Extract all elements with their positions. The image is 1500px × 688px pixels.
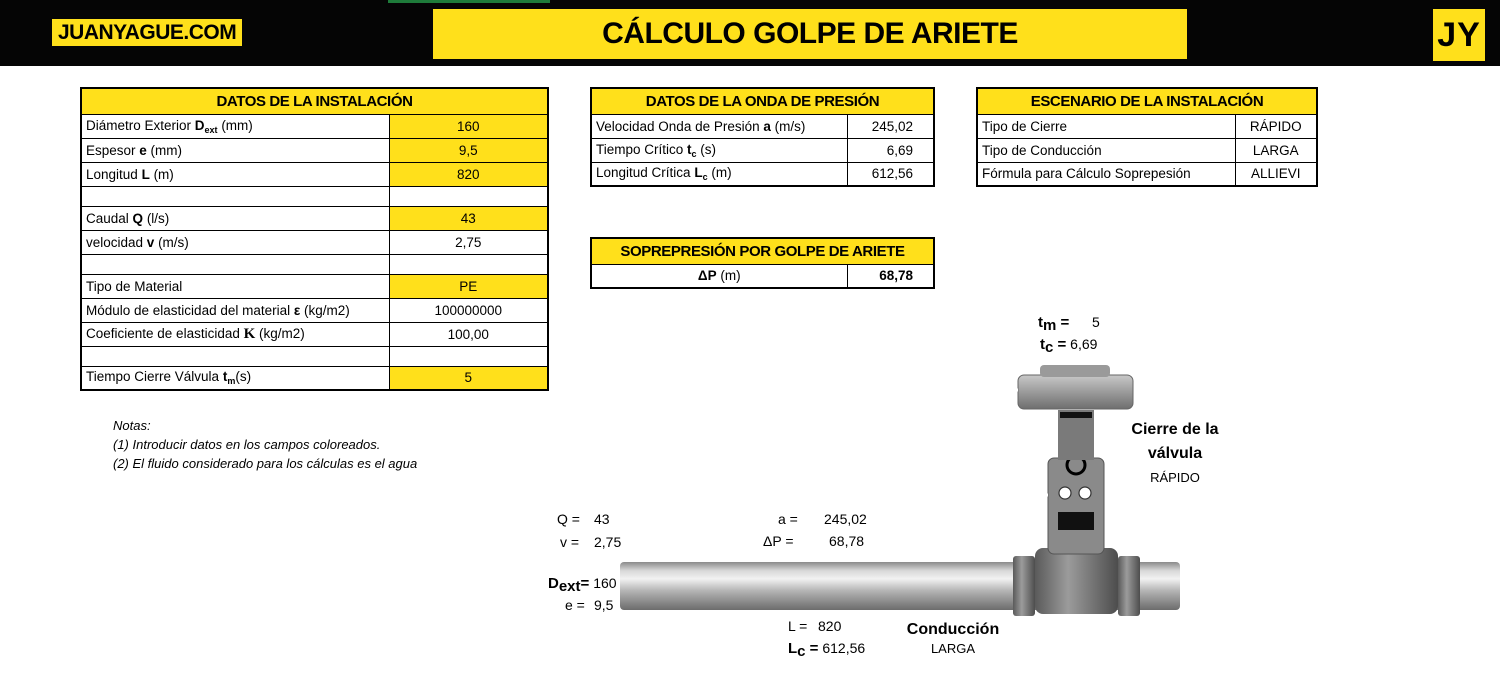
brand-link[interactable]: JUANYAGUE.COM [52,19,242,46]
table-row [81,230,548,254]
handwheel-icon [1067,456,1085,474]
valve-closure-title: Cierre de la válvula [1131,421,1219,462]
closing-time-label: Tiempo Cierre Válvula $t_m(s)$ [81,366,389,390]
table-row [977,162,1317,186]
l-value: 820 [818,618,842,634]
conduction-type-label: Tipo de Conducción [977,138,1235,162]
q-label: Q = [557,511,580,527]
table-row [81,274,548,298]
table-row [81,298,548,322]
logo: JY [1433,9,1485,61]
velocity-value: 2,75 [389,230,548,254]
left-flange [1013,556,1035,616]
actuator-cap [1040,365,1110,377]
critical-length-label: Longitud Crítica $L_c$ (m) [591,162,847,186]
l-label: L = [788,618,808,634]
tm-value: 5 [1092,314,1100,330]
actuator [1018,375,1133,409]
formula-value: ALLIEVI [1235,162,1317,186]
lc-label: $L_c = 612,56$ [788,640,866,660]
critical-length-value: 612,56 [847,162,934,186]
wave-speed-label: Velocidad Onda de Presión a (m/s) [591,114,847,138]
dp-label: ΔP = [763,533,794,549]
pressure-wave-title: DATOS DE LA ONDA DE PRESIÓN [591,88,934,114]
table-row [591,162,934,186]
bracket-line [1013,390,1048,495]
length-input[interactable]: 820 [389,162,548,186]
valve-body [1035,548,1118,614]
closing-time-input[interactable]: 5 [389,366,548,390]
note-1: (1) Introducir datos en los campos coloreados. [113,437,381,452]
formula-label: Fórmula para Cálculo Soprepesión [977,162,1235,186]
coefficient-value: 100,00 [389,322,548,346]
v-label: v = [560,534,580,550]
table-row [977,114,1317,138]
velocity-label: velocidad v (m/s) [81,230,389,254]
spacer-row [81,346,548,366]
pipe [620,562,1180,610]
yoke-clamp [1058,512,1094,530]
right-flange [1118,556,1140,616]
scenario-table [976,87,1318,187]
table-row [81,206,548,230]
table-row [81,366,548,390]
overpressure-table [590,237,935,289]
flow-input[interactable]: 43 [389,206,548,230]
diameter-input[interactable]: 160 [389,114,548,138]
table-row [81,138,548,162]
table-row [591,114,934,138]
conduction-title: Conducción [906,621,1000,638]
overpressure-label: ΔP (m) [591,264,847,288]
note-2: (2) El fluido considerado para los cálculas es el agua [113,456,418,471]
valve-stem [1058,410,1094,460]
a-value: 245,02 [824,511,867,527]
critical-time-value: 6,69 [847,138,934,162]
table-row [81,114,548,138]
gauge-icon [1059,487,1071,499]
spacer-row [81,254,548,274]
notes [113,416,417,473]
installation-data-table [80,87,549,391]
critical-time-label: Tiempo Crítico $t_c$ (s) [591,138,847,162]
installation-table-title: DATOS DE LA INSTALACIÓN [81,88,548,114]
notes-title: Notas: [113,418,151,433]
valve-yoke [1048,458,1104,554]
wave-speed-value: 245,02 [847,114,934,138]
e-label: e = [565,597,585,613]
q-value: 43 [594,511,610,527]
dp-value: 68,78 [829,533,865,549]
thickness-label: Espesor e (mm) [81,138,389,162]
table-row [591,264,934,288]
diameter-label: Diámetro Exterior $D_{ext}$ (mm) [81,114,389,138]
gauge-icon [1079,487,1091,499]
selection-marker [388,0,550,3]
table-row [81,162,548,186]
spacer-row [81,186,548,206]
overpressure-title: SOPREPRESIÓN POR GOLPE DE ARIETE [591,238,934,264]
coefficient-label: Coeficiente de elasticidad K (kg/m2) [81,322,389,346]
flow-label: Caudal Q (l/s) [81,206,389,230]
tm-label: $t_m$ = [1038,314,1070,334]
valve-closure-value: RÁPIDO [1150,470,1200,485]
modulus-label: Módulo de elasticidad del material ε (kg/m2) [81,298,389,322]
table-row [977,138,1317,162]
dext-label: $D_{ext}= 160$ [548,575,617,595]
material-select[interactable]: PE [389,274,548,298]
overpressure-value: 68,78 [847,264,934,288]
page-title: CÁLCULO GOLPE DE ARIETE [433,9,1187,59]
scenario-title: ESCENARIO DE LA INSTALACIÓN [977,88,1317,114]
v-value: 2,75 [594,534,622,550]
e-value: 9,5 [594,597,614,613]
tc-label: $t_c = 6,69$ [1040,336,1098,356]
conduction-type-value: LARGA [1235,138,1317,162]
material-label: Tipo de Material [81,274,389,298]
table-row [591,138,934,162]
table-row [81,322,548,346]
thickness-input[interactable]: 9,5 [389,138,548,162]
modulus-value: 100000000 [389,298,548,322]
closure-type-label: Tipo de Cierre [977,114,1235,138]
stem-band [1060,412,1092,418]
header-bar [0,0,1500,66]
closure-type-value: RÁPIDO [1235,114,1317,138]
a-label: a = [778,511,798,527]
conduction-value: LARGA [930,641,976,656]
pressure-wave-table [590,87,935,187]
length-label: Longitud L (m) [81,162,389,186]
